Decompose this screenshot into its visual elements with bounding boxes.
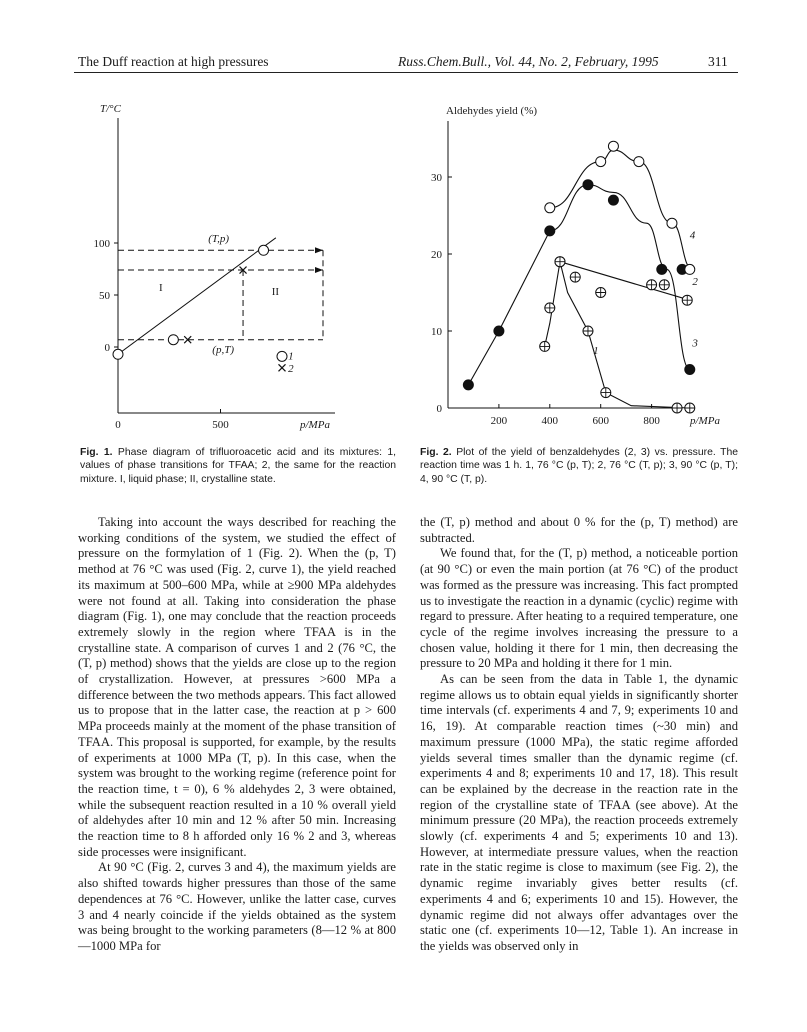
- fig1-caption-label: Fig. 1.: [80, 447, 113, 458]
- fig2-point-series-1: [685, 403, 695, 413]
- fig2-curve-3-rise: [468, 231, 549, 385]
- fig2-point-series-4: [596, 157, 606, 167]
- fig2-point-series-4: [634, 157, 644, 167]
- fig2-point-series-3-circle: [685, 365, 695, 375]
- fig1-legend-label-2: 2: [288, 362, 294, 375]
- fig2-curve-label-4: 4: [689, 229, 696, 242]
- fig1-y-axis-label: T/°C: [100, 103, 121, 115]
- fig2-point-series-4: [608, 141, 618, 151]
- fig2-point-series-3-circle: [494, 326, 504, 336]
- running-head: The Duff reaction at high pressures: [78, 54, 269, 69]
- fig2-point-series-1: [583, 326, 593, 336]
- fig1-x-tick-label: 0: [115, 419, 121, 431]
- fig1-point-series-1-circle: [168, 335, 178, 345]
- fig2-point-series-4: [685, 264, 695, 274]
- fig2-curve-label-1: 1: [593, 345, 599, 358]
- fig1-legend-marker-2: [279, 364, 286, 371]
- fig1-transition-line: [118, 238, 276, 357]
- fig2-point-series-4: [545, 203, 555, 213]
- fig2-marks: [463, 141, 694, 413]
- fig2-caption-text: Plot of the yield of benzaldehydes (2, 3) vs. pressure. The reaction time was 1 h. 1, 76 °C (p, T); 2, 76 °C (T, p); 3, 90 °C (p, T); 4, 90 °C (T, p).: [420, 447, 738, 485]
- fig1-legend-marker-1: [277, 351, 287, 361]
- paragraph: At 90 °C (Fig. 2, curves 3 and 4), the maximum yields are also shifted towards higher pressures than those of the same dependences at 76 °C. However, unlike the latter case, curves 3 and 4 nearly coincide if the yields obtained as the system was being brought to the working parameters (8—12 % at 800—1000 MPa for: [78, 860, 396, 953]
- fig1-caption-text: Phase diagram of trifluoroacetic acid and its mixtures: 1, values of phase transitions for TFAA; 2, the same for the reaction mixture. I, liquid phase; II, crystalline state.: [80, 447, 396, 485]
- fig1-y-tick-label: 100: [93, 238, 110, 250]
- fig2-point-series-2: [682, 295, 692, 305]
- body-column-right: [420, 515, 738, 955]
- header-rule: [74, 72, 738, 73]
- fig1-label-phase-1: I: [159, 281, 163, 294]
- fig2-curve-label-2: 2: [692, 275, 698, 288]
- fig1-legend-marker-1-circle: [277, 351, 287, 361]
- fig1-legend-label-1: 1: [288, 350, 294, 363]
- fig1-axes: [114, 118, 335, 413]
- fig1-labels: [94, 103, 331, 431]
- fig1-marks: [113, 245, 287, 371]
- figure-2-caption: [420, 446, 738, 486]
- fig2-y-axis-label: Aldehydes yield (%): [446, 105, 538, 117]
- fig1-arrow-icon: [315, 267, 323, 273]
- fig2-x-tick-label: 400: [541, 415, 559, 427]
- paragraph: Taking into account the ways described for reaching the working conditions of the system, we studied the effect of pressure on the formylation of 1 (Fig. 2). When the (p, T) method at 76 °C was used (Fig. 2, curve 1), the yield reached its maximum at 500–600 MPa, while at ≥900 MPa aldehydes were not found at all. Taking into consideration the phase diagram (Fig. 1), one may conclude that the reaction proceeds extremely slowly in the region where TFAA is in the crystalline state. A comparison of curves 1 and 2 (76 °C, the (T, p) method) shows that the yields are close up to the region of crystallization. However, at pressures >600 MPa a difference between the two methods appears. This fact allowed us to propose that in the latter case, the reaction at p > 600 MPa proceeds mainly at the moment of the phase transition of TFAA. This proposal is supported, for example, by the results of experiments at 1000 MPa (T, p). In this case, when the system was brought to the working regime (reference point for the reaction time, t = 0), 6 % aldehydes 2, 3 were obtained, while the subsequent reaction resulted in a 10 % overall yield of aldehydes after 10 min and 12 % after 50 min. Increasing the reaction time to 8 h afforded only 16 % 2 and 3, whereas side processes were insignificant.: [78, 515, 396, 859]
- fig2-x-tick-label: 600: [592, 415, 609, 427]
- fig2-point-series-3: [583, 180, 593, 190]
- fig2-point-series-3: [608, 195, 618, 205]
- fig2-point-series-4-circle: [634, 157, 644, 167]
- fig2-point-series-3: [657, 264, 667, 274]
- page-number: 311: [708, 54, 728, 69]
- fig1-label-phase-2: II: [271, 286, 280, 298]
- fig1-y-tick-label: 50: [99, 290, 110, 302]
- fig2-y-tick-label: 10: [431, 326, 442, 338]
- fig2-x-tick-label: 800: [643, 415, 660, 427]
- fig2-point-series-2: [659, 280, 669, 290]
- fig1-point-series-1-circle: [259, 245, 269, 255]
- fig2-axes: [448, 121, 682, 408]
- fig2-y-tick-label: 20: [431, 249, 442, 261]
- fig2-point-series-4-circle: [545, 203, 555, 213]
- fig2-point-series-3: [494, 326, 504, 336]
- figure-2-yield-plot: [410, 96, 740, 441]
- fig2-point-series-2: [555, 257, 565, 267]
- fig2-point-series-3: [463, 380, 473, 390]
- figure-1-phase-diagram: [70, 96, 400, 441]
- fig1-y-tick-label: 0: [104, 342, 110, 354]
- fig2-curve-4: [550, 150, 693, 269]
- fig2-y-tick-label: 0: [436, 403, 442, 415]
- fig2-point-series-1: [540, 341, 550, 351]
- fig2-x-tick-label: 200: [490, 415, 508, 427]
- fig2-point-series-4-circle: [667, 218, 677, 228]
- fig1-lines: [118, 238, 323, 357]
- fig2-curve-2: [560, 262, 690, 301]
- fig1-point-series-1-circle: [113, 349, 123, 359]
- fig2-point-series-3: [685, 365, 695, 375]
- fig2-curve-label-3: 3: [692, 337, 698, 350]
- fig2-point-series-1: [545, 303, 555, 313]
- fig1-label-pt: (p,T): [212, 344, 235, 357]
- paragraph: As can be seen from the data in Table 1, the dynamic regime allows us to obtain equal yields in significantly shorter time intervals (cf. experiments 4 and 7, 9; experiments 10 and 16, 19). At comparable reaction times (~30 min) and maximum pressure (1000 MPa), the static regime afforded yields several times smaller than the dynamic regime (cf. experiments 4 and 8; experiments 10 and 17, 18). This result can be explained by the decrease in the reaction rate in the region of the crystalline state of TFAA (see above). At the minimum pressure (20 MPa), the reaction proceeds extremely slowly (cf. experiments 4 and 5; experiments 10 and 13). However, at intermediate pressure values, when the reaction rate in the static regime is close to maximum (see Fig. 2), the dynamic regime invariably gives better results (cf. experiments 4 and 6; experiments 10 and 15). However, the dynamic regime did not always offer advantages over the static one (cf. experiments 10—12, Table 1). An increase in the yields was observed only in: [420, 672, 738, 953]
- fig2-point-series-3: [545, 226, 555, 236]
- figure-1-caption: [80, 446, 396, 486]
- fig2-point-series-3-circle: [583, 180, 593, 190]
- fig2-point-series-4-circle: [608, 141, 618, 151]
- fig2-point-series-1: [601, 388, 611, 398]
- fig2-point-series-3-circle: [608, 195, 618, 205]
- fig2-point-series-4: [667, 218, 677, 228]
- fig1-point-series-1: [113, 349, 123, 359]
- fig2-point-series-4-circle: [596, 157, 606, 167]
- fig2-caption-label: Fig. 2.: [420, 447, 452, 458]
- paragraph: the (T, p) method and about 0 % for the (p, T) method) are subtracted.: [420, 515, 738, 545]
- body-column-left: [78, 515, 396, 955]
- fig2-point-series-4-circle: [685, 264, 695, 274]
- fig2-point-series-2: [570, 272, 580, 282]
- fig2-point-series-2: [596, 288, 606, 298]
- fig1-x-tick-label: 500: [212, 419, 229, 431]
- fig2-point-series-3-circle: [657, 264, 667, 274]
- fig2-y-tick-label: 30: [431, 172, 442, 184]
- fig1-point-series-1: [259, 245, 269, 255]
- fig1-label-tp: (T,p): [208, 232, 230, 245]
- fig1-point-series-1: [168, 335, 178, 345]
- journal-citation: Russ.Chem.Bull., Vol. 44, No. 2, February, 1995: [398, 54, 659, 69]
- fig1-arrow-icon: [315, 247, 323, 253]
- fig1-x-axis-label: p/MPa: [300, 419, 330, 431]
- fig2-point-series-1: [672, 403, 682, 413]
- fig2-point-series-2: [647, 280, 657, 290]
- fig2-x-axis-label: p/MPa: [690, 415, 720, 427]
- paragraph: We found that, for the (T, p) method, a noticeable portion (at 90 °C) or even the main portion (at 76 °C) of the product was formed as the pressure was increasing. This fact prompted us to investigate the reaction in a dynamic (cyclic) regime with regard to pressure. After heating to a required temperature, one cycle of the regime involves increasing the pressure to a chosen value, holding it there for 1 min, then decreasing the pressure to 20 MPa and holding it there for 1 min.: [420, 546, 738, 671]
- fig2-point-series-3-circle: [545, 226, 555, 236]
- fig2-point-series-3-circle: [463, 380, 473, 390]
